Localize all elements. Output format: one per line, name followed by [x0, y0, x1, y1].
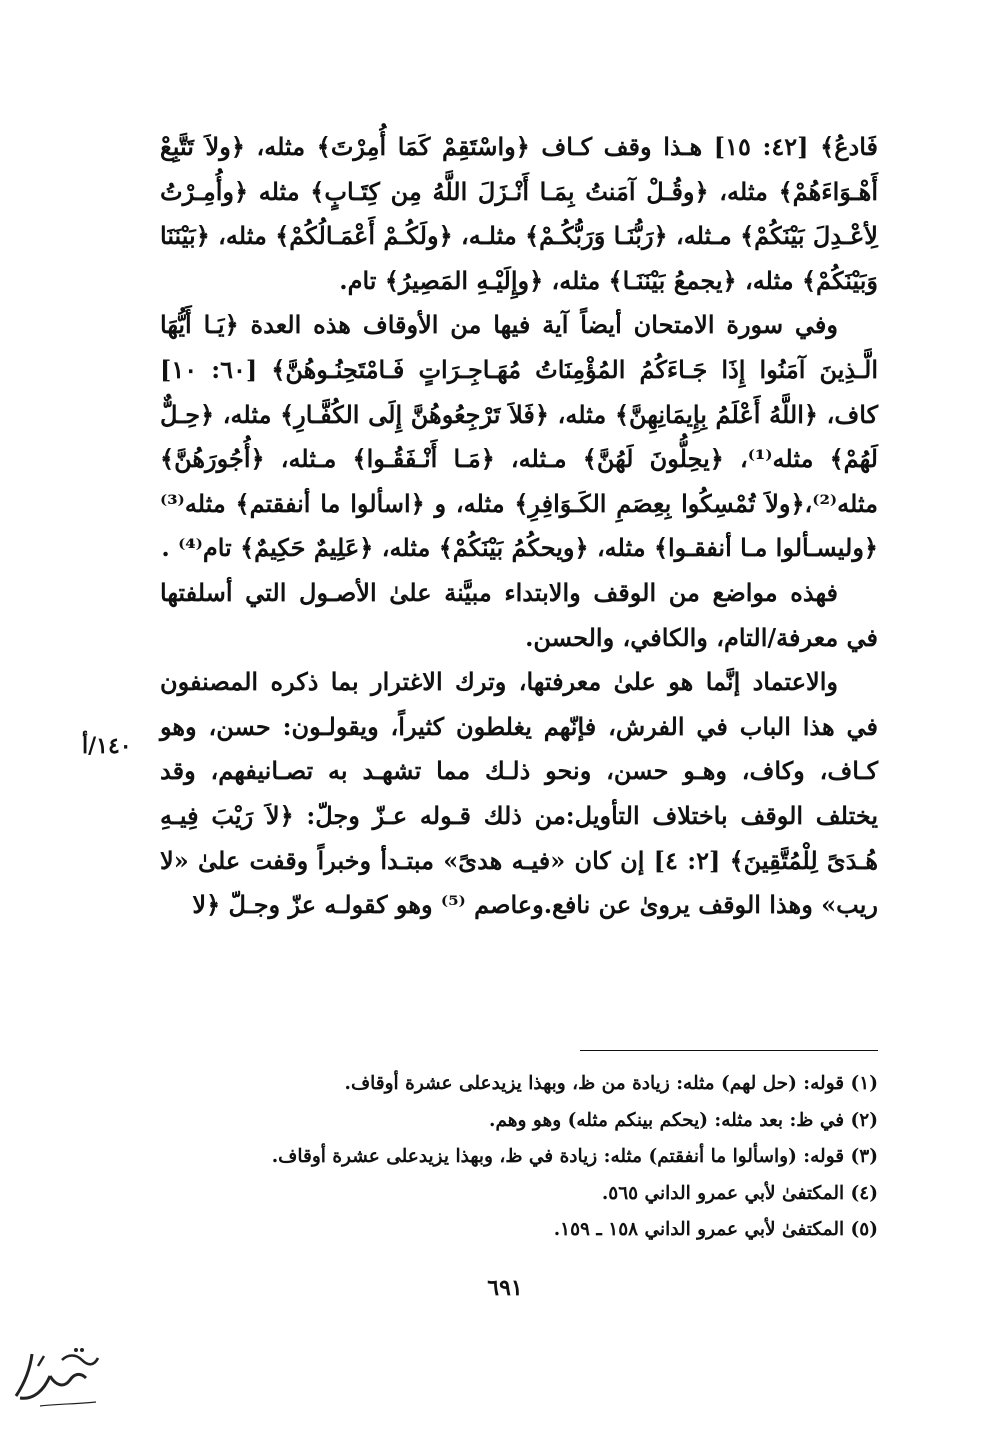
- footnote-separator: [580, 1050, 878, 1051]
- paragraph-4: والاعتماد إنَّما هو علىٰ معرفتها، وترك الاغترار بما ذكره المصنفون في هذا الباب في الفرش، فإنّهم يغلطون كثيراً، ويقولـون: حسن، وهو كـاف، وكاف، وهـو حسن، ونحو ذلـك مما تشهـد به تصـانيفهم، وقد يختلف الوقف باختلاف التأويل:من ذلك قـوله عـزّ وجلّ: ﴿لاَ رَيْبَ فِيـهِ هُـدَىً لِلْمُتَّقِينَ﴾ [٢: ٤] إن كان «فيـه هدىً» مبتـدأ وخبراً وقفت علىٰ «لا ريب» وهذا الوقف يروىٰ عن نافع.وعاصم ⁽⁵⁾ وهو كقولـه عزّ وجـلّ ﴿لا: [160, 667, 879, 920]
- footnote-5: (٥) المكتفىٰ لأبي عمرو الداني ١٥٨ ـ ١٥٩.: [553, 1219, 878, 1241]
- main-text: [160, 125, 878, 928]
- manuscript-folio-note: ١٤٠/أ: [82, 733, 132, 759]
- footnotes: [230, 1066, 878, 1249]
- paragraph-2: وفي سورة الامتحان أيضاً آية فيها من الأوقاف هذه العدة ﴿يَـا أَيُّهَا الَّـذِينَ آمَنُوا إِذَا جَـاءَكُمُ المُؤْمِنَاتُ مُهَـاجِـرَاتٍ فَـامْتَحِنُـوهُنَّ﴾ [٦٠: ١٠] كاف، ﴿اللَّهُ أَعْلَمُ بِإِيمَانِهِنَّ﴾ مثله، ﴿فَلاَ تَرْجِعُوهُنَّ إِلَى الكُفَّـارِ﴾ مثله، ﴿حِـلٌّ لَهُمْ﴾ مثله⁽¹⁾، ﴿يحِلُّونَ لَهُنَّ﴾ مـثله، ﴿مَـا أَنْـفَقُـوا﴾ مـثله، ﴿أُجُورَهُنَّ﴾ مثله⁽²⁾،﴿ولاَ تُمْسِكُوا بِعِصَمِ الكَـوَافِرِ﴾ مثله، و ﴿اسألوا ما أنفقتم﴾ مثله⁽³⁾ ﴿وليسـألوا مـا أنفقـوا﴾ مثله، ﴿ويحكُمُ بَيْنَكُمْ﴾ مثله، ﴿عَلِيمٌ حَكِيمٌ﴾ تام⁽⁴⁾ .: [160, 310, 879, 563]
- paragraph-1: فَادعُ﴾ [٤٢: ١٥] هـذا وقف كـاف ﴿واسْتَقِمْ كَمَا أُمِرْتَ﴾ مثله، ﴿ولاَ تَتَّبِعْ أَهْـوَاءَهُمْ﴾ مثله، ﴿وقُـلْ آمَنتُ بِمَـا أَنْـزَلَ اللَّهُ مِن كِتَـابٍ﴾ مثله ﴿وأُمِـرْتُ لِأعْـدِلَ بَيْنَكُمْ﴾ مـثله، ﴿رَبُّنَـا وَرَبُّكُـمْ﴾ مثلـه، ﴿ولَكُـمْ أَعْمَـالُكُمْ﴾ مثله، ﴿بَيْنَنَا وَبَيْنَكُمْ﴾ مثله، ﴿يجمعُ بَيْنَنَـا﴾ مثله، ﴿وإِلَيْـهِ المَصِيرُ﴾ تام.: [160, 132, 878, 295]
- footnote-3: (٣) قوله: (واسألوا ما أنفقتم) مثله: زيادة في ظ، وبهذا يزيدعلى عشرة أوقاف.: [271, 1146, 878, 1168]
- footnote-2: (٢) في ظ: بعد مثله: (يحكم بينكم مثله) وهو وهم.: [489, 1109, 878, 1131]
- page-number: ٦٩١: [487, 1275, 523, 1301]
- footnote-1: (١) قوله: (حل لهم) مثله: زيادة من ظ، وبهذا يزيدعلى عشرة أوقاف.: [344, 1073, 878, 1094]
- calligraphy-logo: [10, 1346, 102, 1410]
- footnote-4: (٤) المكتفىٰ لأبي عمرو الداني ٥٦٥.: [601, 1182, 878, 1204]
- paragraph-3: فهذه مواضع من الوقف والابتداء مبيَّنة علىٰ الأصـول التي أسلفتها في معرفة/التام، والكافي، والحسن.: [160, 577, 878, 652]
